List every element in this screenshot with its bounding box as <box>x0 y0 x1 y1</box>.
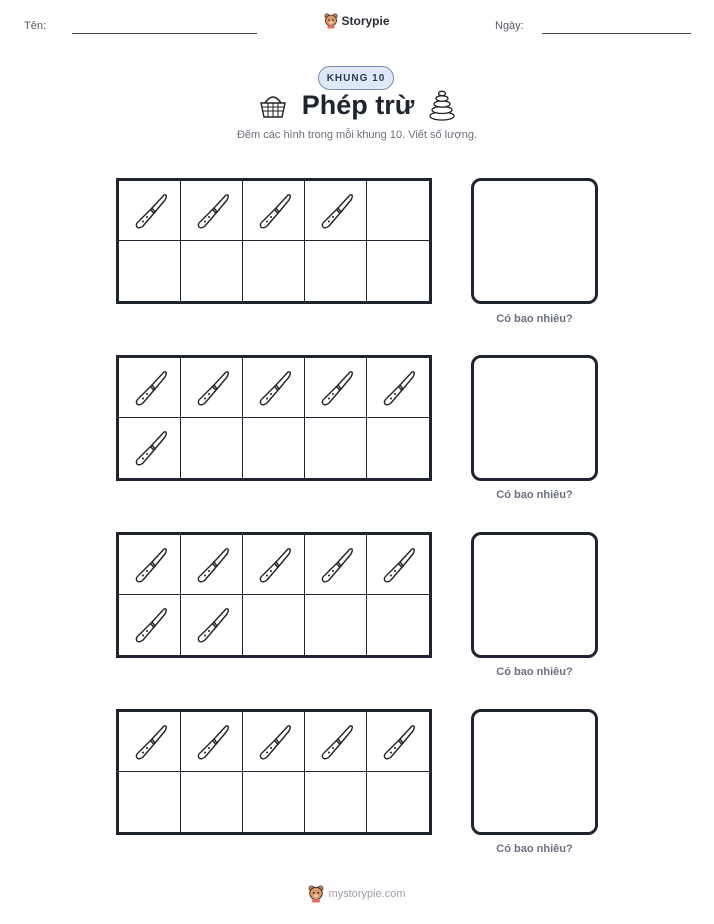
knife-icon <box>314 720 358 764</box>
ten-frame-2 <box>116 355 432 481</box>
question-label-3: Có bao nhiêu? <box>496 666 573 678</box>
ten-frame-cell <box>367 595 429 655</box>
question-label-4: Có bao nhiêu? <box>496 843 573 855</box>
ten-frame-cell <box>305 181 367 241</box>
knife-icon <box>376 543 420 587</box>
ten-frame-cell <box>367 181 429 241</box>
ten-frame-cell <box>243 712 305 772</box>
ten-frame-cell <box>367 418 429 478</box>
knife-icon <box>252 189 296 233</box>
knife-icon <box>314 543 358 587</box>
ten-frame-cell <box>181 241 243 301</box>
answer-box-3[interactable] <box>471 532 598 658</box>
ten-frame-4 <box>116 709 432 835</box>
ten-frame-cell <box>181 772 243 832</box>
basket-icon <box>258 90 288 120</box>
knife-icon <box>314 366 358 410</box>
bear-mascot-icon <box>308 885 324 903</box>
ten-frame-3 <box>116 532 432 658</box>
answer-box-4[interactable] <box>471 709 598 835</box>
ten-frame-cell <box>181 181 243 241</box>
ten-frame-cell <box>367 712 429 772</box>
knife-icon <box>128 189 172 233</box>
ten-frame-cell <box>181 418 243 478</box>
ten-frame-cell <box>305 772 367 832</box>
ten-frame-cell <box>367 535 429 595</box>
ten-frame-cell <box>367 358 429 418</box>
question-label-2: Có bao nhiêu? <box>496 489 573 501</box>
stacked-stones-icon <box>428 89 456 121</box>
answer-box-2[interactable] <box>471 355 598 481</box>
question-label-1: Có bao nhiêu? <box>496 313 573 325</box>
knife-icon <box>252 543 296 587</box>
instructions: Đếm các hình trong mỗi khung 10. Viết số lượng. <box>236 129 477 141</box>
knife-icon <box>190 720 234 764</box>
ten-frame-cell <box>181 535 243 595</box>
ten-frame-cell <box>305 358 367 418</box>
ten-frame-cell <box>305 418 367 478</box>
ten-frame-cell <box>119 181 181 241</box>
brand-logo <box>0 13 714 29</box>
knife-icon <box>252 720 296 764</box>
ten-frame-cell <box>243 595 305 655</box>
footer-url: mystorypie.com <box>328 888 406 900</box>
ten-frame-cell <box>119 595 181 655</box>
ten-frame-cell <box>119 535 181 595</box>
knife-icon <box>128 366 172 410</box>
ten-frame-cell <box>367 241 429 301</box>
page-title: Phép trừ <box>301 89 415 120</box>
knife-icon <box>128 720 172 764</box>
knife-icon <box>128 426 172 470</box>
knife-icon <box>190 543 234 587</box>
ten-frame-badge: KHUNG 10 <box>318 66 394 90</box>
ten-frame-cell <box>305 595 367 655</box>
name-label: Tên: <box>24 20 47 32</box>
knife-icon <box>128 543 172 587</box>
brand-name: Storypie <box>341 14 390 28</box>
knife-icon <box>190 603 234 647</box>
ten-frame-cell <box>181 712 243 772</box>
ten-frame-cell <box>119 358 181 418</box>
name-line[interactable] <box>72 33 257 34</box>
footer <box>0 885 714 903</box>
knife-icon <box>128 603 172 647</box>
ten-frame-cell <box>305 241 367 301</box>
ten-frame-cell <box>119 772 181 832</box>
title-row <box>0 89 714 121</box>
ten-frame-1 <box>116 178 432 304</box>
ten-frame-cell <box>243 535 305 595</box>
ten-frame-cell <box>181 595 243 655</box>
ten-frame-cell <box>243 418 305 478</box>
date-label: Ngày: <box>495 20 524 32</box>
ten-frame-cell <box>243 772 305 832</box>
ten-frame-cell <box>243 358 305 418</box>
ten-frame-cell <box>119 712 181 772</box>
ten-frame-cell <box>305 535 367 595</box>
knife-icon <box>190 366 234 410</box>
ten-frame-cell <box>243 181 305 241</box>
knife-icon <box>376 366 420 410</box>
ten-frame-cell <box>119 241 181 301</box>
answer-box-1[interactable] <box>471 178 598 304</box>
ten-frame-cell <box>243 241 305 301</box>
knife-icon <box>314 189 358 233</box>
ten-frame-cell <box>181 358 243 418</box>
knife-icon <box>252 366 296 410</box>
ten-frame-cell <box>305 712 367 772</box>
date-line[interactable] <box>542 33 691 34</box>
knife-icon <box>376 720 420 764</box>
knife-icon <box>190 189 234 233</box>
ten-frame-cell <box>119 418 181 478</box>
ten-frame-cell <box>367 772 429 832</box>
bear-mascot-icon <box>324 13 338 29</box>
